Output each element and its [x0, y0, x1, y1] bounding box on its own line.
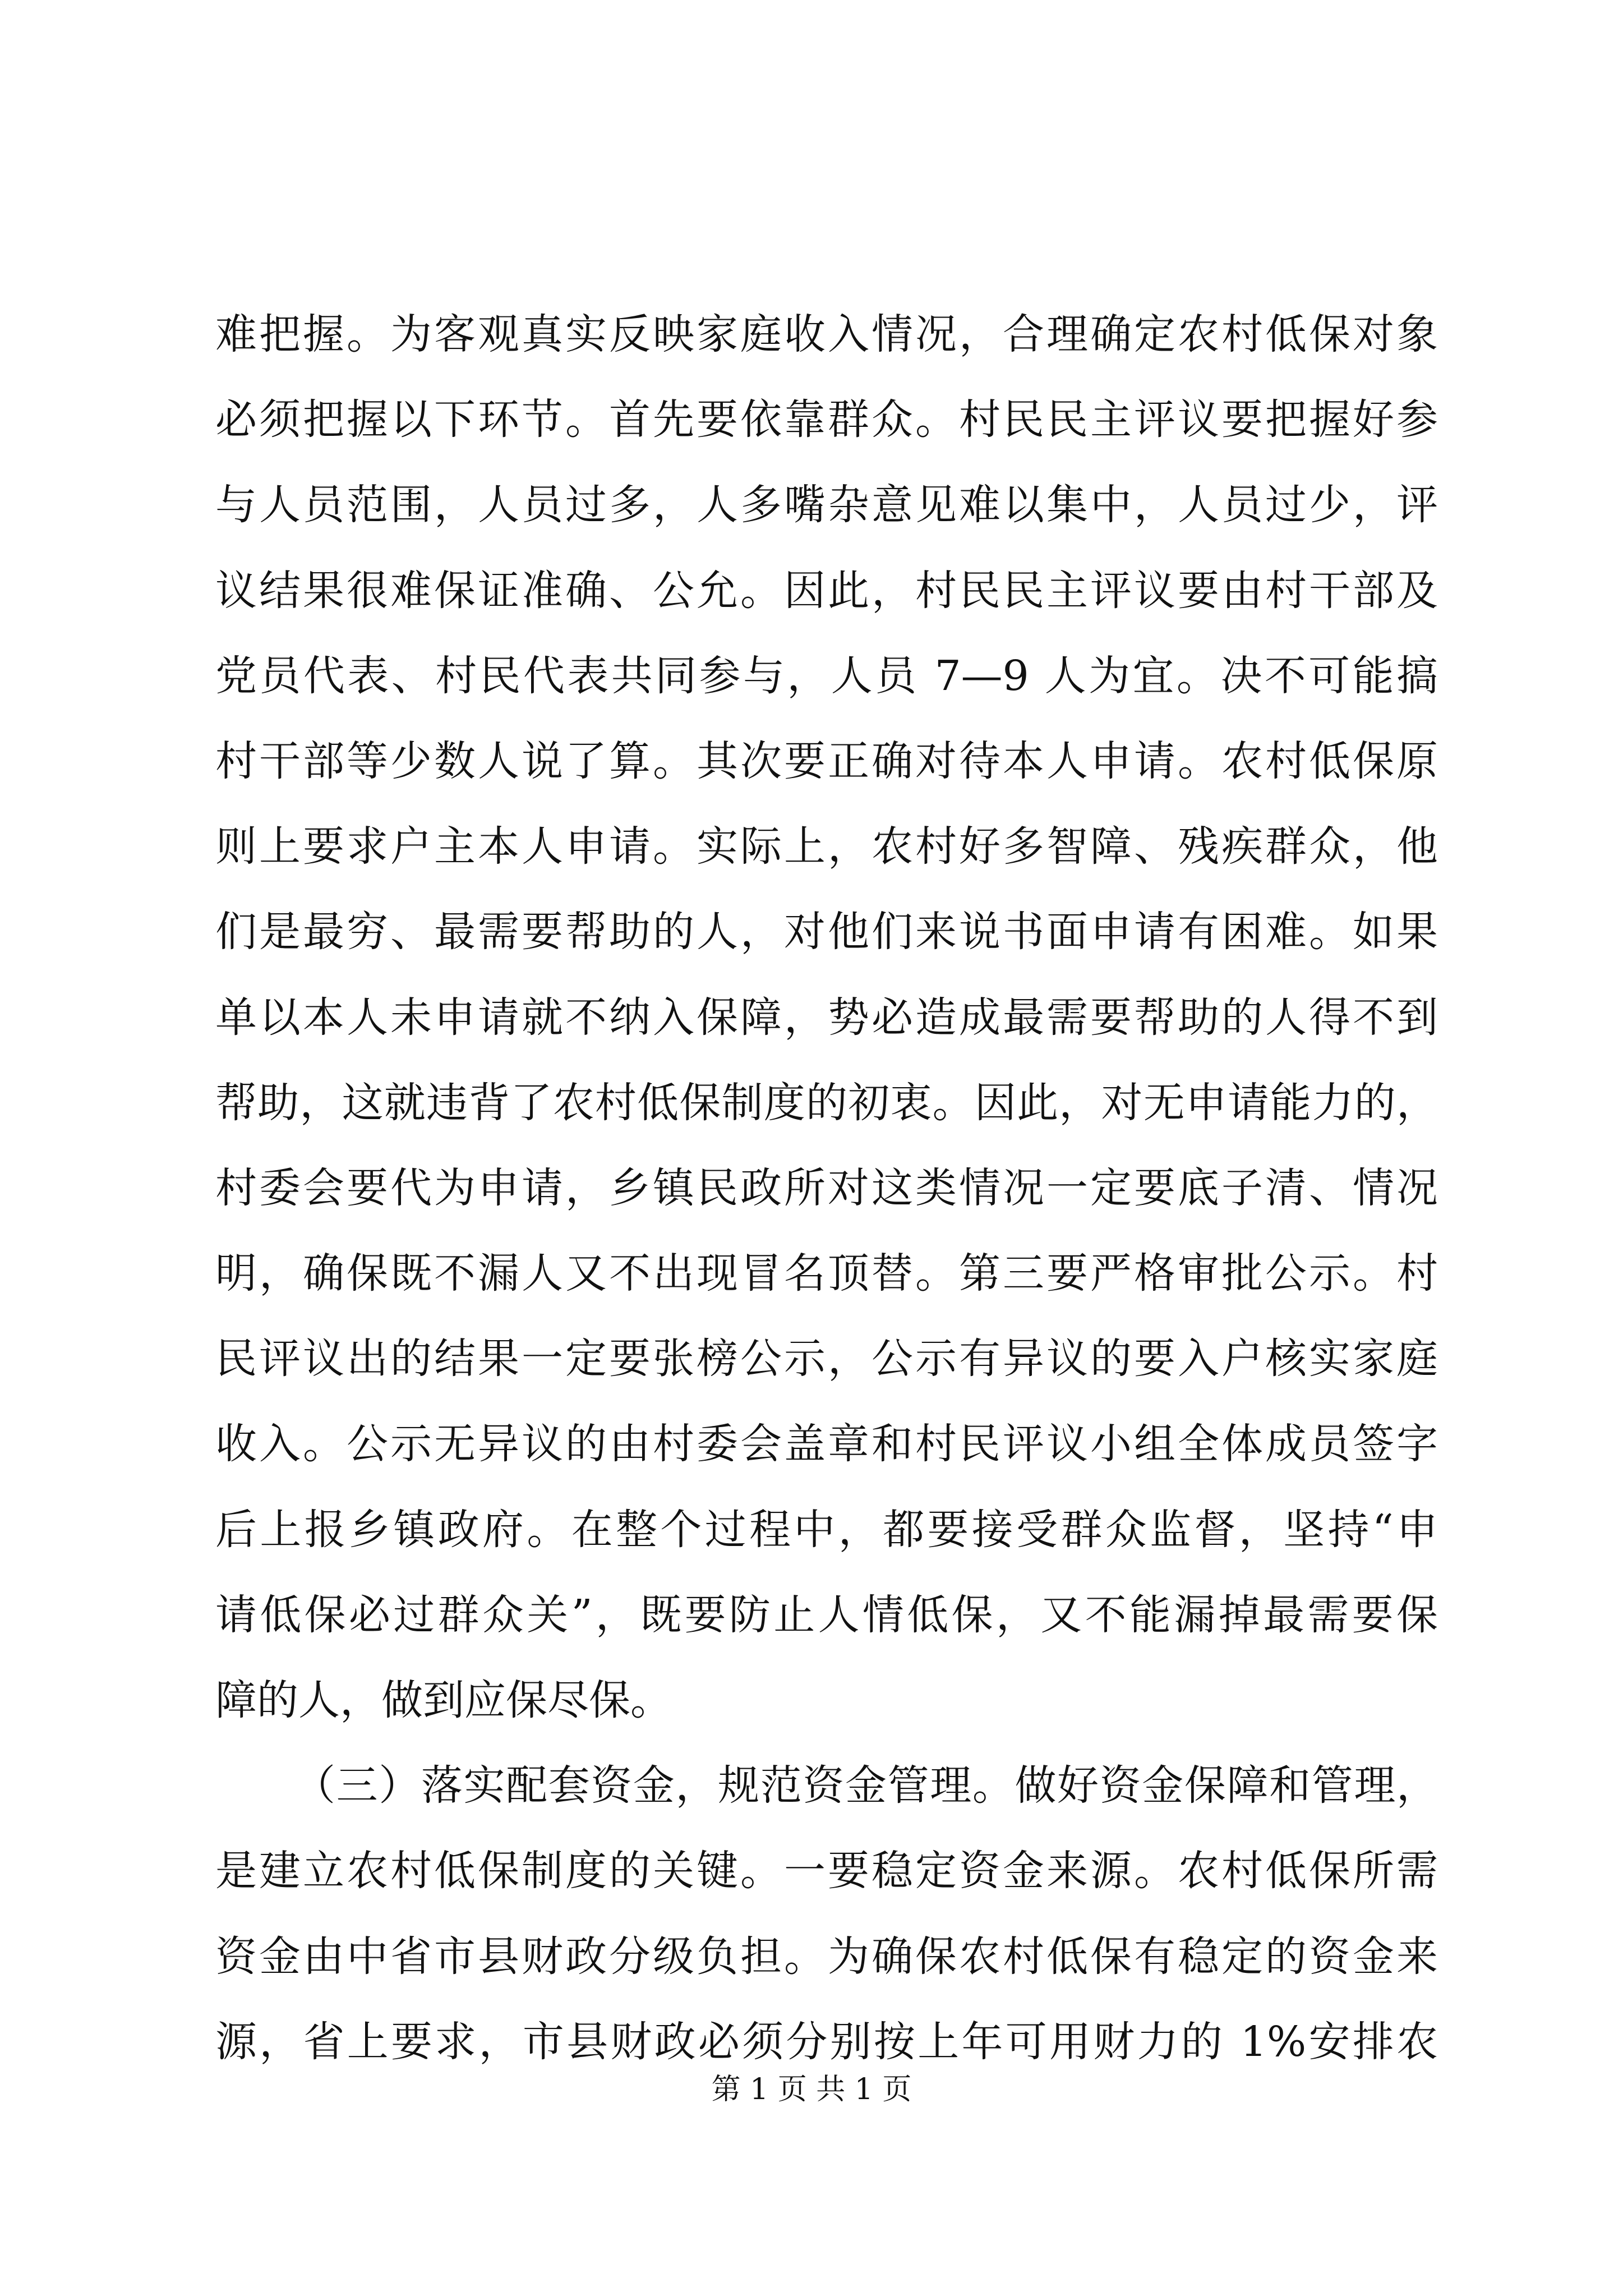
text-line: 民评议出的结果一定要张榜公示，公示有异议的要入户核实家庭 — [215, 1335, 1438, 1383]
page-footer: 第 1 页 共 1 页 — [711, 2073, 912, 2106]
text-line: （三）落实配套资金，规范资金管理。做好资金保障和管理， — [294, 1761, 1438, 1810]
text-line: 是建立农村低保制度的关键。一要稳定资金来源。农村低保所需 — [215, 1847, 1438, 1895]
text-line: 难把握。为客观真实反映家庭收入情况，合理确定农村低保对象 — [215, 310, 1438, 358]
paragraph — [215, 292, 1438, 1743]
text-line: 请低保必过群众关”，既要防止人情低保，又不能漏掉最需要保 — [215, 1590, 1438, 1639]
text-line: 收入。公示无异议的由村委会盖章和村民评议小组全体成员签字 — [215, 1420, 1438, 1469]
text-line: 资金由中省市县财政分级负担。为确保农村低保有稳定的资金来 — [215, 1932, 1438, 1981]
text-line: 必须把握以下环节。首先要依靠群众。村民民主评议要把握好参 — [215, 395, 1438, 444]
text-line: 帮助，这就违背了农村低保制度的初衷。因此，对无申请能力的， — [215, 1078, 1438, 1127]
text-line: 议结果很难保证准确、公允。因此，村民民主评议要由村干部及 — [215, 566, 1438, 615]
text-line: 们是最穷、最需要帮助的人，对他们来说书面申请有困难。如果 — [215, 908, 1438, 956]
text-line: 村委会要代为申请，乡镇民政所对这类情况一定要底子清、情况 — [215, 1163, 1438, 1212]
text-line: 明，确保既不漏人又不出现冒名顶替。第三要严格审批公示。村 — [215, 1249, 1438, 1298]
text-line: 党员代表、村民代表共同参与，人员 7—9 人为宜。决不可能搞 — [215, 651, 1438, 700]
text-line: 村干部等少数人说了算。其次要正确对待本人申请。农村低保原 — [215, 737, 1438, 785]
body-text — [215, 292, 1438, 2085]
text-line: 源，省上要求，市县财政必须分别按上年可用财力的 1%安排农 — [215, 2017, 1438, 2066]
text-line: 障的人，做到应保尽保。 — [215, 1676, 672, 1724]
text-line: 单以本人未申请就不纳入保障，势必造成最需要帮助的人得不到 — [215, 993, 1438, 1042]
text-line: 后上报乡镇政府。在整个过程中，都要接受群众监督，坚持“申 — [215, 1505, 1438, 1554]
text-line: 与人员范围，人员过多，人多嘴杂意见难以集中，人员过少，评 — [215, 481, 1438, 530]
text-line: 则上要求户主本人申请。实际上，农村好多智障、残疾群众，他 — [215, 822, 1438, 871]
paragraph — [215, 1743, 1438, 2085]
